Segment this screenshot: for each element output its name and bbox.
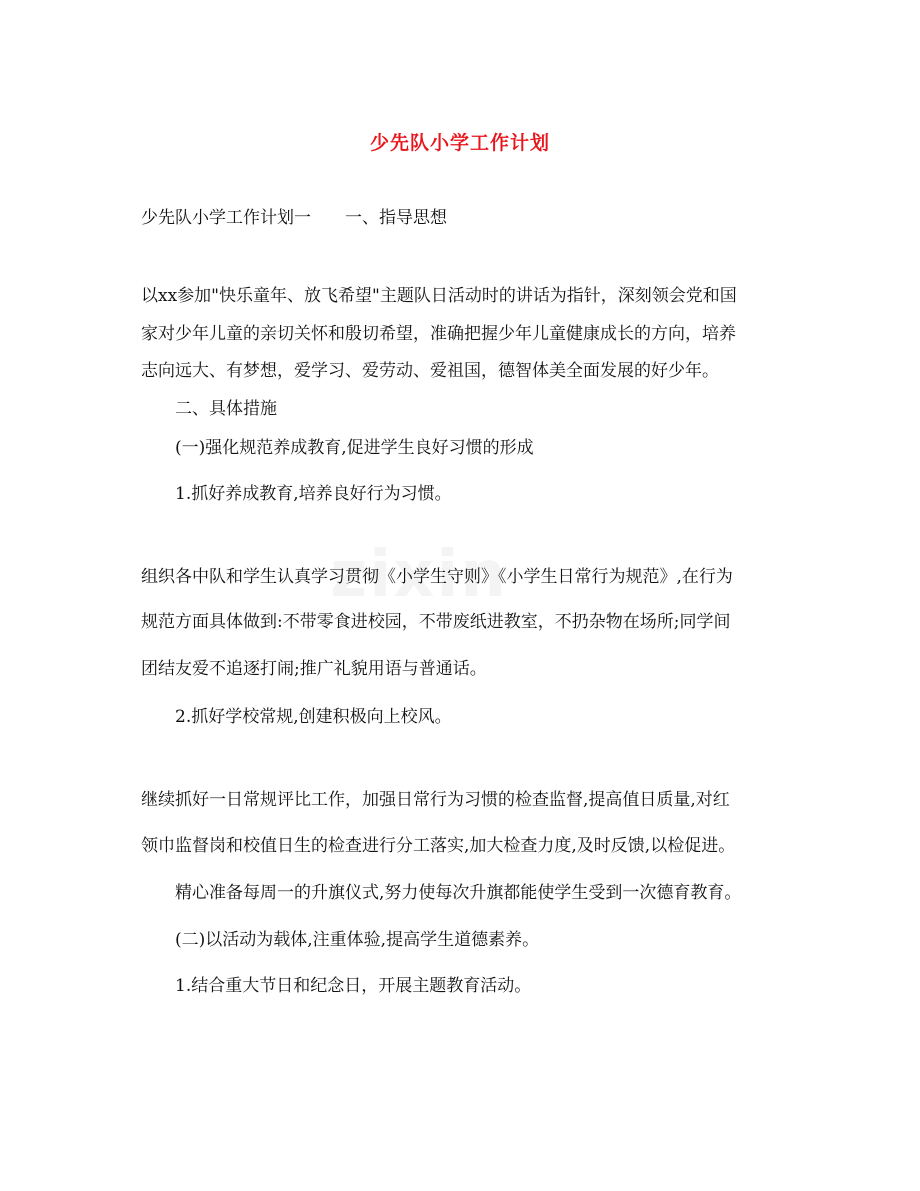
- subsection-heading-1: (一)强化规范养成教育,促进学生良好习惯的形成: [175, 438, 534, 458]
- paragraph-line: 团结友爱不追逐打闹;推广礼貌用语与普通话。: [141, 659, 487, 679]
- item-heading-3: 1.结合重大节日和纪念日，开展主题教育活动。: [175, 976, 532, 996]
- item-heading-2: 2.抓好学校常规,创建积极向上校风。: [175, 707, 452, 727]
- subtitle-line: [141, 207, 781, 229]
- paragraph-line: 继续抓好一日常规评比工作，加强日常行为习惯的检查监督,提高值日质量,对红: [141, 790, 730, 810]
- paragraph-line: 领巾监督岗和校值日生的检查进行分工落实,加大检查力度,及时反馈,以检促进。: [141, 836, 736, 856]
- paragraph-line: 家对少年儿童的亲切关怀和殷切希望，准确把握少年儿童健康成长的方向，培养: [141, 324, 736, 344]
- paragraph-line: 精心准备每周一的升旗仪式,努力使每次升旗都能使学生受到一次德育教育。: [175, 883, 742, 903]
- paragraph-line: 志向远大、有梦想，爱学习、爱劳动、爱祖国，德智体美全面发展的好少年。: [141, 361, 719, 381]
- document-title: 少先队小学工作计划: [369, 132, 550, 154]
- item-heading-1: 1.抓好养成教育,培养良好行为习惯。: [175, 484, 452, 504]
- section-heading-measures: 二、具体措施: [175, 399, 277, 419]
- paragraph-line: 以xx参加"快乐童年、放飞希望"主题队日活动时的讲话为指针，深刻领会党和国: [141, 286, 737, 306]
- paragraph-line: 规范方面具体做到:不带零食进校园，不带废纸进教室，不扔杂物在场所;同学间: [141, 612, 731, 632]
- subsection-heading-2: (二)以活动为载体,注重体验,提高学生道德素养。: [175, 930, 540, 950]
- plan-heading: 少先队小学工作计划一: [141, 208, 311, 228]
- paragraph-line: 组织各中队和学生认真学习贯彻《小学生守则》《小学生日常行为规范》,在行为: [141, 567, 733, 587]
- section-heading-guiding: 一、指导思想: [345, 208, 447, 228]
